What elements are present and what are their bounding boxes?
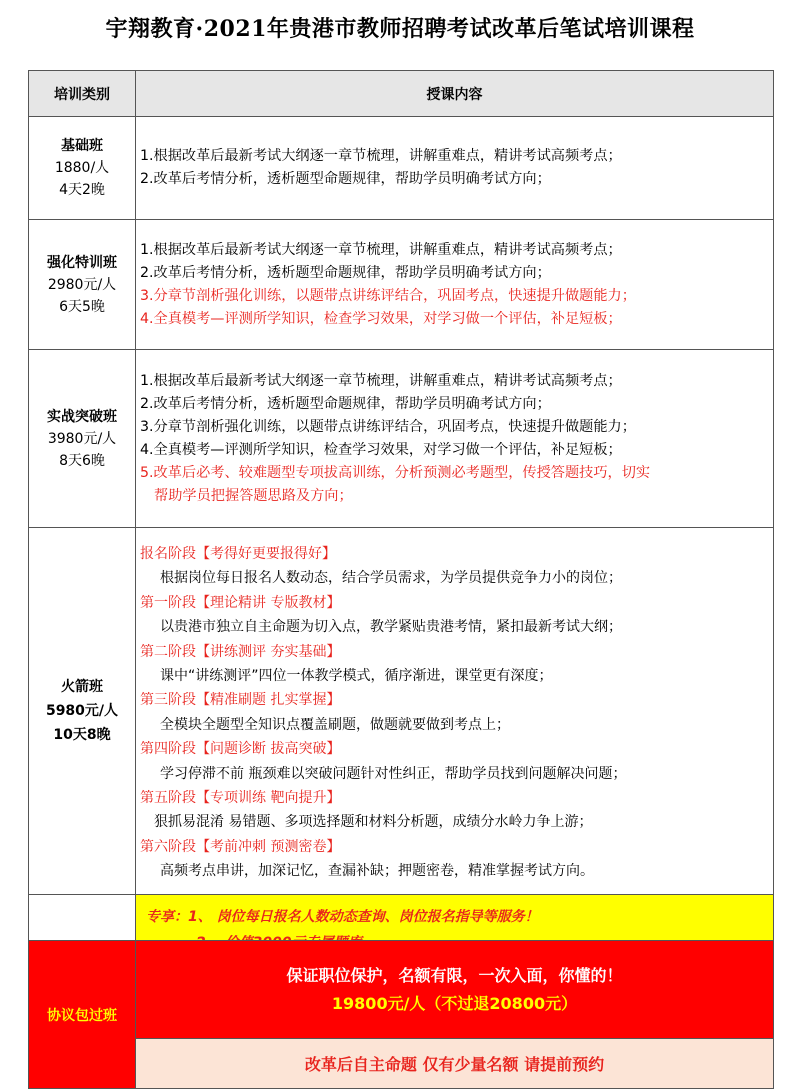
stage-title: 报名阶段【考得好更要报得好】: [140, 546, 336, 562]
stage-title: 第三阶段【精准刷题 扎实掌握】: [140, 692, 341, 709]
content-item: 1.根据改革后最新考试大纲逐一章节梳理，讲解重难点，精讲考试高频考点；: [140, 241, 622, 258]
content-item: 3.分章节剖析强化训练，以题带点讲练评结合，巩固考点，快速提升做题能力；: [140, 418, 636, 435]
content-item: 2.改革后考情分析，透析题型命题规律，帮助学员明确考试方向；: [140, 264, 551, 281]
promo-note: 改革后自主命题 仅有少量名额 请提前预约: [136, 1039, 774, 1089]
stage-desc: 狠抓易混淆 易错题、多项选择题和材料分析题，成绩分水岭力争上游；: [154, 814, 593, 831]
class-name: 基础班: [61, 138, 103, 154]
class-name: 火箭班: [61, 678, 103, 695]
course-row-intensive: [29, 220, 774, 350]
class-duration: 8天6晚: [59, 452, 105, 469]
category-cell: [29, 350, 136, 528]
category-cell: [29, 117, 136, 220]
class-name: 强化特训班: [47, 254, 117, 271]
class-price: 3980元/人: [47, 430, 117, 447]
class-price: 1880/人: [54, 160, 110, 176]
stage-title: 第六阶段【考前冲刺 预测密卷】: [140, 838, 341, 855]
content-cell: [136, 350, 774, 528]
content-item: 1.根据改革后最新考试大纲逐一章节梳理，讲解重难点，精讲考试高频考点；: [140, 148, 622, 164]
course-row-breakthrough: [29, 350, 774, 528]
promo-table: [28, 940, 774, 1089]
stage-desc: 以贵港市独立自主命题为切入点，教学紧贴贵港考情，紧扣最新考试大纲；: [160, 619, 622, 636]
class-duration: 10天8晚: [53, 726, 111, 743]
stage-title: 第四阶段【问题诊断 拔高突破】: [140, 741, 341, 758]
content-item-highlight: 帮助学员把握答题思路及方向；: [154, 487, 353, 504]
content-item: 2.改革后考情分析，透析题型命题规律，帮助学员明确考试方向；: [140, 395, 551, 412]
class-duration: 6天5晚: [59, 298, 105, 315]
stage-desc: 课中“讲练测评”四位一体教学模式，循序渐进，课堂更有深度；: [160, 668, 553, 685]
content-item: 4.全真模考—评测所学知识，检查学习效果，对学习做一个评估，补足短板；: [140, 441, 622, 458]
stage-title: 第二阶段【讲练测评 夯实基础】: [140, 643, 341, 660]
course-row-rocket: [29, 528, 774, 895]
class-price: 5980元/人: [45, 702, 119, 719]
stages-cell: [136, 528, 774, 895]
content-item: 1.根据改革后最新考试大纲逐一章节梳理，讲解重难点，精讲考试高频考点；: [140, 372, 622, 389]
content-item: 2.改革后考情分析，透析题型命题规律，帮助学员明确考试方向；: [140, 171, 551, 187]
stage-title: 第五阶段【专项训练 靶向提升】: [140, 790, 341, 807]
stage-title: 第一阶段【理论精讲 专版教材】: [140, 594, 341, 611]
stage-desc: 根据岗位每日报名人数动态，结合学员需求，为学员提供竞争力小的岗位；: [160, 570, 622, 587]
content-cell: [136, 220, 774, 350]
header-category: 培训类别: [29, 71, 136, 117]
stage-desc: 学习停滞不前 瓶颈难以突破问题针对性纠正，帮助学员找到问题解决问题；: [160, 765, 627, 782]
promo-label: 协议包过班: [29, 941, 136, 1089]
exclusive-line: 专享：1、 岗位每日报名人数动态查询、岗位报名指导等服务！: [146, 909, 539, 926]
promo-price: 19800元/人（不过退20800元）: [331, 993, 578, 1013]
class-name: 实战突破班: [47, 408, 117, 425]
stage-desc: 全模块全题型全知识点覆盖刷题，做题就要做到考点上；: [160, 716, 510, 733]
class-price: 2980元/人: [47, 276, 117, 293]
class-duration: 4天2晚: [59, 182, 105, 198]
course-table: [28, 70, 774, 967]
course-row-basic: [29, 117, 774, 220]
content-cell: [136, 117, 774, 220]
content-item-highlight: 5.改革后必考、较难题型专项拔高训练，分析预测必考题型，传授答题技巧，切实: [140, 464, 651, 481]
page-title: 宇翔教育·2021年贵港市教师招聘考试改革后笔试培训课程: [105, 16, 695, 42]
category-cell: [29, 220, 136, 350]
content-item-highlight: 4.全真模考—评测所学知识，检查学习效果，对学习做一个评估，补足短板；: [140, 310, 622, 327]
content-item-highlight: 3.分章节剖析强化训练，以题带点讲练评结合，巩固考点，快速提升做题能力；: [140, 287, 636, 304]
stage-desc: 高频考点串讲，加深记忆，查漏补缺；押题密卷，精准掌握考试方向。: [160, 863, 594, 880]
table-header-row: [29, 71, 774, 117]
category-cell: [29, 528, 136, 895]
promo-guarantee: [136, 941, 774, 1039]
promo-line: 保证职位保护，名额有限，一次入面，你懂的！: [286, 965, 623, 985]
header-content: 授课内容: [136, 71, 774, 117]
